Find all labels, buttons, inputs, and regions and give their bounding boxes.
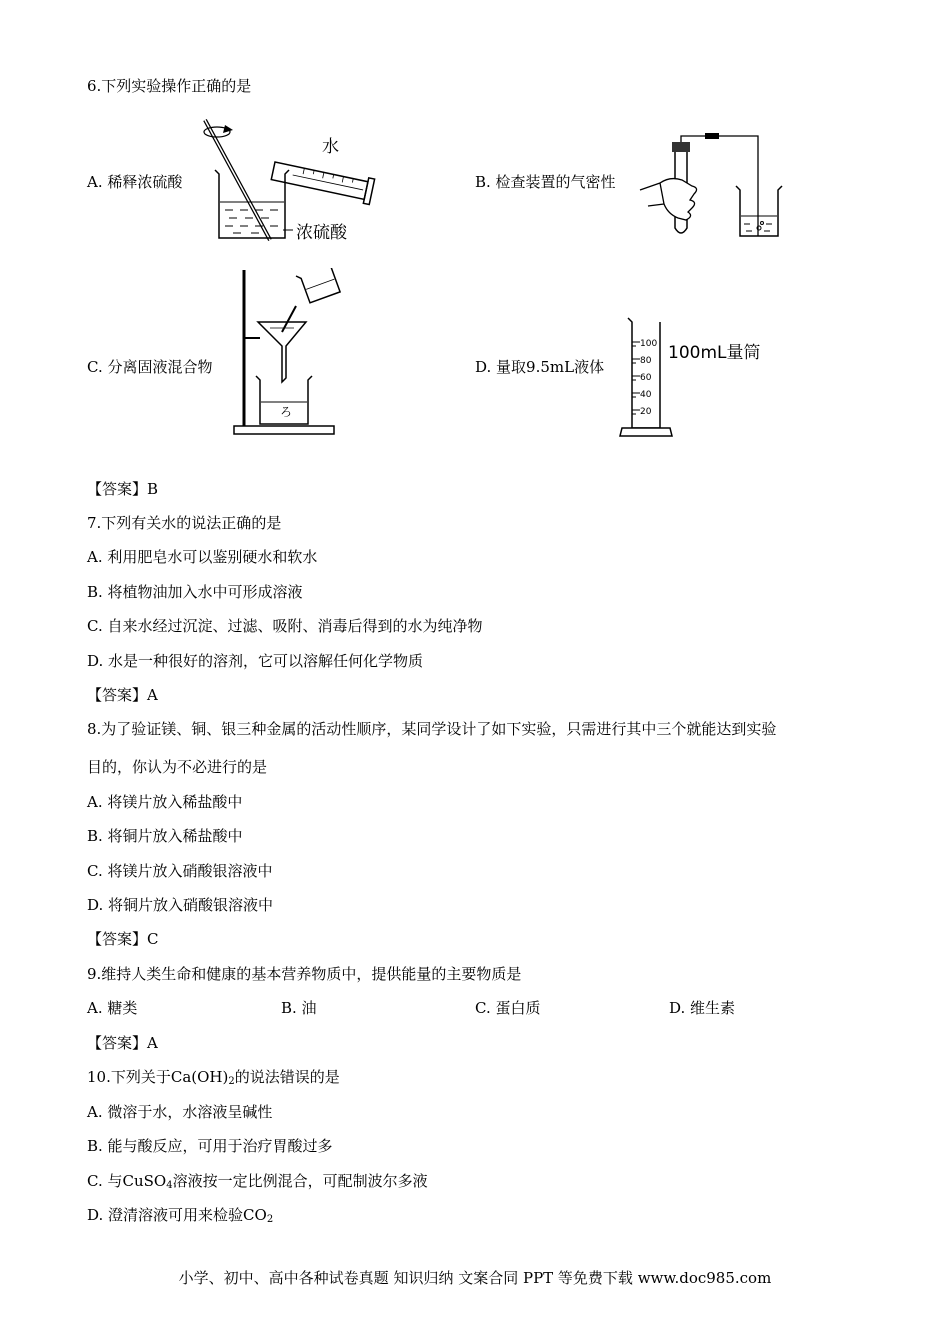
q7-answer: 【答案】A [87,686,158,704]
tick-label-100: 100 [640,339,658,349]
q9-option-c: C. 蛋白质 [475,999,541,1017]
q10-option-c-suffix: 溶液按一定比例混合，可配制波尔多液 [172,1172,428,1190]
q8-option-d: D. 将铜片放入硝酸银溶液中 [87,896,274,914]
q9-answer: 【答案】A [87,1034,158,1052]
q6-stem: 6.下列实验操作正确的是 [87,77,252,95]
q7-option-b: B. 将植物油加入水中可形成溶液 [87,583,303,601]
figure-filtration [230,268,345,438]
q10-stem [87,1067,340,1092]
cylinder-title: 100mL量筒 [668,343,761,363]
q10-option-d-subscript: 2 [266,1214,274,1225]
q8-option-b: B. 将铜片放入稀盐酸中 [87,827,243,845]
q9-stem: 9.维持人类生命和健康的基本营养物质中，提供能量的主要物质是 [87,965,522,983]
q9-option-d: D. 维生素 [669,999,736,1017]
q9-option-a: A. 糖类 [87,999,138,1017]
q10-option-a: A. 微溶于水，水溶液呈碱性 [87,1103,273,1121]
q8-stem-line1: 8.为了验证镁、铜、银三种金属的活动性顺序，某同学设计了如下实验，只需进行其中三个就能达到实验 [87,720,777,738]
label-water: 水 [322,137,339,157]
q8-stem-line2: 目的，你认为不必进行的是 [87,758,268,776]
q8-answer: 【答案】C [87,930,159,948]
q6-option-b: B. 检查装置的气密性 [475,173,616,191]
q7-stem: 7.下列有关水的说法正确的是 [87,514,282,532]
q7-option-a: A. 利用肥皂水可以鉴别硬水和软水 [87,548,318,566]
q6-option-a: A. 稀释浓硫酸 [87,173,183,191]
tick-label-60: 60 [640,373,652,383]
q10-stem-suffix: 的说法错误的是 [234,1068,340,1086]
q6-answer: 【答案】B [87,480,159,498]
q10-stem-subscript: 2 [228,1076,235,1087]
q10-stem-prefix: 10.下列关于Ca(OH) [87,1068,229,1086]
q10-option-b: B. 能与酸反应，可用于治疗胃酸过多 [87,1137,333,1155]
svg-text:ろ: ろ [280,405,293,419]
tick-label-20: 20 [640,407,652,417]
figure-dilute-acid [195,112,385,247]
q8-option-c: C. 将镁片放入硝酸银溶液中 [87,862,273,880]
q8-option-a: A. 将镁片放入稀盐酸中 [87,793,243,811]
q6-option-d: D. 量取9.5mL液体 [475,358,605,376]
q9-option-b: B. 油 [281,999,317,1017]
q6-option-c: C. 分离固液混合物 [87,358,213,376]
q7-option-c: C. 自来水经过沉淀、过滤、吸附、消毒后得到的水为纯净物 [87,617,483,635]
q7-option-d: D. 水是一种很好的溶剂，它可以溶解任何化学物质 [87,652,424,670]
q10-option-d [87,1205,273,1230]
tick-label-80: 80 [640,356,652,366]
q10-option-c-prefix: C. 与CuSO [87,1172,167,1190]
cylinder-tick-labels [640,336,657,421]
q10-option-d-prefix: D. 澄清溶液可用来检验CO [87,1206,267,1224]
tick-label-40: 40 [640,390,652,400]
figure-airtightness [630,128,790,243]
q10-option-c-subscript: 4 [166,1180,173,1191]
label-concentrated-acid: 浓硫酸 [296,223,347,243]
page-footer: 小学、初中、高中各种试卷真题 知识归纳 文案合同 PPT 等免费下载 www.doc985.com [178,1269,772,1287]
q10-option-c [87,1171,428,1196]
